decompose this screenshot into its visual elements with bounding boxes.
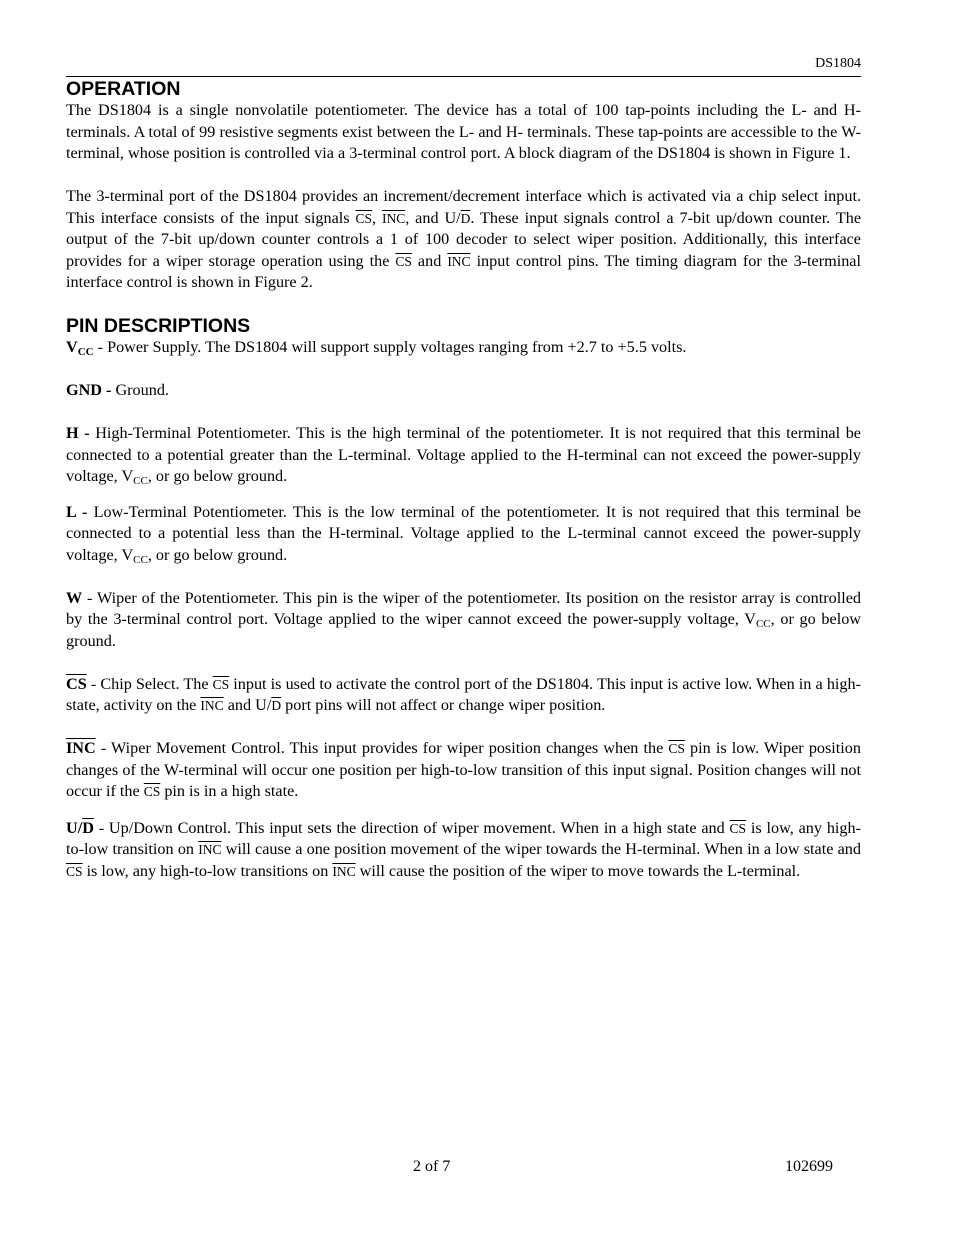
pin-cs: $\overline{CS}$ - Chip Select. The $\overline{CS}$ input is used to activate the control port of the DS1804. This input is active low. When in a high-state, activity on the $\overline{INC}$ and $U/\overline{D}$ port pins will not affect or change wiper position. [66, 674, 861, 714]
signal-inc: $\overline{INC}$ [198, 842, 222, 857]
signal-d-label: $\overline{D}$ [82, 818, 94, 837]
document-code: 102699 [785, 1158, 833, 1175]
signal-inc: $\overline{INC}$ [332, 863, 356, 879]
page-number: 2 of 7 [413, 1158, 451, 1175]
document-id: DS1804 [815, 56, 861, 71]
signal-cs-label: $\overline{CS}$ [66, 674, 87, 693]
signal-d: $\overline{D}$ [271, 698, 282, 713]
page-content [66, 78, 861, 882]
pin-inc: $\overline{INC}$ - Wiper Movement Control. This input provides for wiper position changes when the $\overline{CS}$ pin is low. Wiper position changes of the W-terminal will occur one position per high-to-low transition of this input signal. Position changes will not occur if the $\overline{CS}$ pin is in a high state. [66, 739, 861, 800]
signal-cs: $\overline{CS}$ [212, 676, 230, 692]
pin-h: H - High-Terminal Potentiometer. This is the high terminal of the potentiometer. It is not required that this terminal be connected to a potential greater than the L-terminal. Voltage applied to the H-terminal can not exceed the power-supply voltage, $V_{CC}$, or go below ground. [66, 424, 861, 487]
signal-d: $\overline{D}$ [460, 210, 471, 226]
signal-cs: $\overline{CS}$ [355, 210, 373, 226]
pin-w: W - Wiper of the Potentiometer. This pin is the wiper of the potentiometer. Its position on the resistor array is controlled by the 3-terminal control port. Voltage applied to the wiper cannot exceed the power-supply voltage, $V_{CC}$, or go below ground. [66, 588, 861, 650]
pin-vcc: $V_{CC}$ - Power Supply. The DS1804 will support supply voltages ranging from +2.7 to +5.5 volts. [66, 338, 687, 358]
signal-cs: $\overline{CS}$ [729, 820, 747, 836]
operation-heading: OPERATION [66, 78, 181, 100]
signal-cs: $\overline{CS}$ [143, 784, 161, 799]
pin-gnd: GND - Ground. [66, 381, 169, 399]
header-rule [66, 76, 861, 77]
operation-paragraph-2: The 3-terminal port of the DS1804 provides an increment/decrement interface which is activated via a chip select input. This interface consists of the input signals $\overline{CS}$, $\overline{INC}$, and $U/\overline{D}$. These input signals control a 7-bit up/down counter. The output of the 7-bit up/down counter controls a 1 of 100 decoder to select wiper position. Additionally, this interface provides for a wiper storage operation using the $\overline{CS}$ and $\overline{INC}$ input control pins. The timing diagram for the 3-terminal interface control is shown in Figure 2. [66, 187, 862, 291]
signal-inc: $\overline{INC}$ [447, 253, 471, 269]
pin-ud: $U/\overline{D}$ - Up/Down Control. This input sets the direction of wiper movement. When in a high state and $\overline{CS}$ is low, any high-to-low transition on $\overline{INC}$ will cause a one position movement of the wiper towards the H-terminal. When in a low state and $\overline{CS}$ is low, any high-to-low transitions on $\overline{INC}$ will cause the position of the wiper to move towards the L-terminal. [66, 818, 861, 880]
pin-descriptions-heading: PIN DESCRIPTIONS [66, 315, 251, 337]
signal-inc: $\overline{INC}$ [200, 698, 224, 713]
signal-cs: $\overline{CS}$ [395, 253, 412, 269]
signal-cs: $\overline{CS}$ [668, 741, 685, 756]
signal-cs: $\overline{CS}$ [66, 863, 83, 879]
operation-paragraph-1: The DS1804 is a single nonvolatile potentiometer. The device has a total of 100 tap-points including the L- and H- terminals. A total of 99 resistive segments exist between the L- and H- terminals. These tap-points are accessible to the W-terminal, whose position is controlled via a 3-terminal control port. A block diagram of the DS1804 is shown in Figure 1. [66, 101, 861, 162]
pin-l: L - Low-Terminal Potentiometer. This is the low terminal of the potentiometer. It is not required that this terminal be connected to a potential less than the H-terminal. Voltage applied to the L-terminal cannot exceed the power-supply voltage, $V_{CC}$, or go below ground. [66, 502, 861, 566]
signal-inc-label: $\overline{INC}$ [66, 739, 96, 757]
signal-inc: $\overline{INC}$ [381, 210, 406, 226]
